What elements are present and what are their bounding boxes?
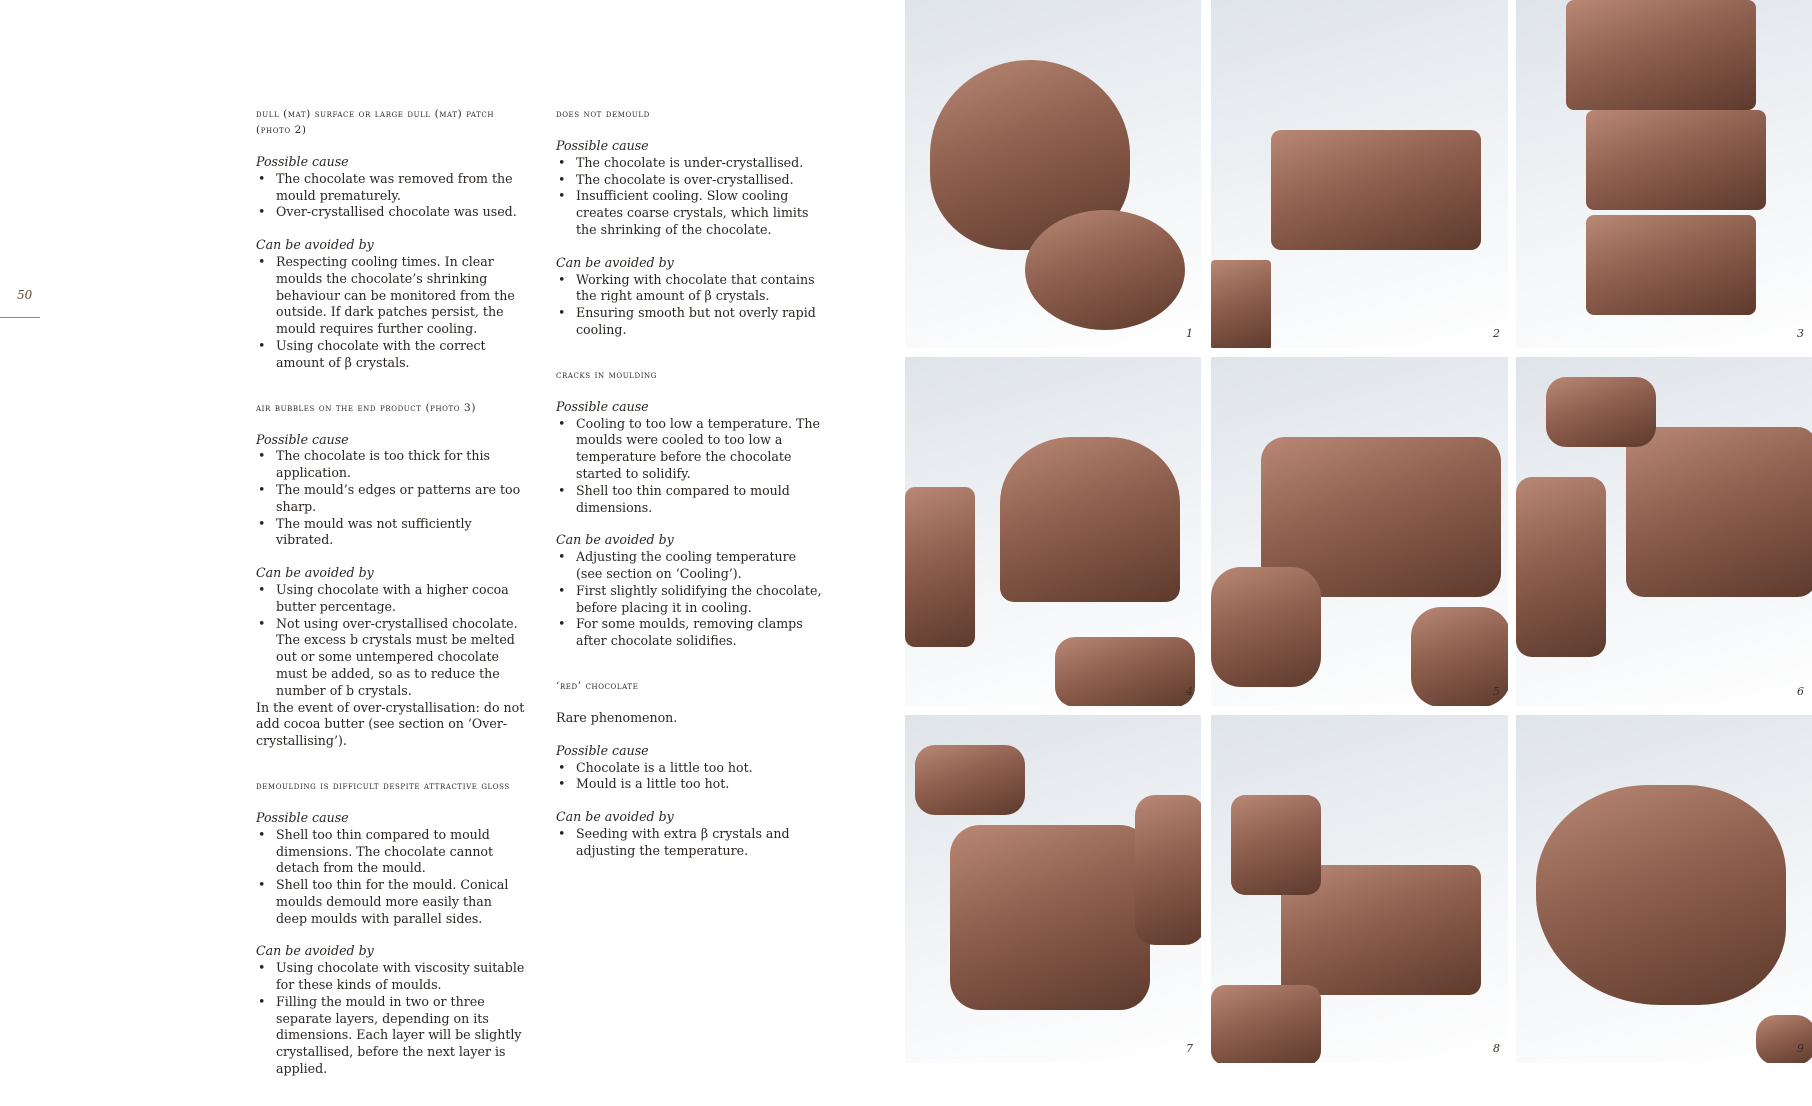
avoid-label: Can be avoided by [256, 565, 374, 581]
troubleshoot-section [556, 106, 826, 339]
cause-list [556, 760, 826, 794]
photo-number: 2 [1493, 327, 1500, 340]
praline-shape [950, 825, 1150, 1010]
section-title: dull (mat) surface or large dull (mat) patch (photo 2) [256, 108, 495, 136]
cause-list [556, 155, 826, 239]
praline-shape [1000, 437, 1180, 602]
possible-cause-label: Possible cause [556, 398, 649, 414]
avoid-list [556, 272, 826, 339]
possible-cause-label: Possible cause [256, 154, 349, 169]
praline-shape [1586, 110, 1766, 210]
cause-item: • The mould was not sufficiently vibrated. [256, 516, 526, 550]
avoid-item: • Not using over-crystallised chocolate. The excess b crystals must be melted out or some untempered chocolate must be added, so as to reduce the number of b crystals. [256, 616, 526, 700]
cause-item: • Over-crystallised chocolate was used. [256, 204, 526, 221]
chocolate-photo [1516, 715, 1812, 1063]
praline-shape [1211, 567, 1321, 687]
praline-shape [1231, 795, 1321, 895]
praline-shape [1756, 1015, 1812, 1063]
praline-shape [1626, 427, 1812, 597]
cause-item: • The chocolate is under-crystallised. [556, 155, 826, 172]
possible-cause-label: Possible cause [256, 431, 349, 447]
avoid-item: • For some moulds, removing clamps after chocolate solidifies. [556, 616, 826, 650]
text-column-left [256, 106, 526, 1106]
folio-rule [0, 317, 40, 318]
cause-list [256, 827, 526, 928]
praline-shape [1516, 477, 1606, 657]
photo-number: 1 [1186, 327, 1193, 340]
praline-shape [1586, 215, 1756, 315]
praline-shape [1536, 785, 1786, 1005]
photo-number: 9 [1797, 1042, 1804, 1055]
cause-item: • Shell too thin for the mould. Conical moulds demould more easily than deep moulds with parallel sides. [256, 877, 526, 927]
text-page [0, 0, 905, 1077]
chocolate-photo [1211, 0, 1508, 348]
avoid-item: • Seeding with extra β crystals and adjusting the temperature. [556, 826, 826, 860]
photo-number: 3 [1797, 327, 1804, 340]
avoid-label: Can be avoided by [556, 254, 674, 270]
troubleshoot-section [256, 106, 526, 372]
cause-item: • Shell too thin compared to mould dimensions. [556, 483, 826, 517]
avoid-list [256, 582, 526, 700]
avoid-list [256, 254, 526, 372]
praline-shape [1135, 795, 1201, 945]
photo-number: 6 [1797, 685, 1804, 698]
avoid-item: • Using chocolate with the correct amount of β crystals. [256, 338, 526, 372]
chocolate-photo [1211, 357, 1508, 706]
photo-number: 5 [1493, 685, 1500, 698]
section-intro: Rare phenomenon. [556, 709, 678, 725]
section-title: cracks in moulding [556, 368, 657, 381]
photo-number: 8 [1493, 1042, 1500, 1055]
avoid-list [256, 960, 526, 1078]
troubleshoot-section [256, 400, 526, 750]
avoid-item: • Adjusting the cooling temperature (see section on ‘Cooling’). [556, 549, 826, 583]
troubleshoot-section [556, 367, 826, 650]
cause-list [256, 448, 526, 549]
praline-shape [1025, 210, 1185, 330]
possible-cause-label: Possible cause [556, 742, 649, 758]
praline-shape [1271, 130, 1481, 250]
chocolate-photo [905, 357, 1201, 706]
photo-number: 7 [1186, 1042, 1193, 1055]
cause-item: • Mould is a little too hot. [556, 776, 826, 793]
troubleshoot-section [256, 778, 526, 1078]
avoid-label: Can be avoided by [256, 943, 374, 959]
praline-shape [905, 487, 975, 647]
avoid-item: • Respecting cooling times. In clear moulds the chocolate’s shrinking behaviour can be monitored from the outside. If dark patches persist, the mould requires further cooling. [256, 254, 526, 338]
section-title: ‘red’ chocolate [556, 679, 639, 692]
section-title: demoulding is difficult despite attractive gloss [256, 779, 510, 792]
cause-list [556, 416, 826, 517]
troubleshoot-section [556, 678, 826, 860]
avoid-list [556, 826, 826, 860]
cause-item: • Insufficient cooling. Slow cooling creates coarse crystals, which limits the shrinking of the chocolate. [556, 188, 826, 238]
cause-item: • The mould’s edges or patterns are too sharp. [256, 482, 526, 516]
avoid-label: Can be avoided by [556, 809, 674, 825]
praline-shape [1211, 260, 1271, 348]
cause-item: • The chocolate is too thick for this application. [256, 448, 526, 482]
photo-number: 4 [1186, 685, 1193, 698]
chocolate-photo [1211, 715, 1508, 1063]
cause-item: • Cooling to too low a temperature. The moulds were cooled to too low a temperature before the chocolate started to solidify. [556, 416, 826, 483]
cause-item: • Chocolate is a little too hot. [556, 760, 826, 777]
section-note: In the event of over-crystallisation: do not add cocoa butter (see section on ‘Over-crystallising’). [256, 699, 525, 749]
praline-shape [1546, 377, 1656, 447]
cause-list [256, 171, 526, 221]
cause-item: • The chocolate was removed from the mould prematurely. [256, 171, 526, 205]
chocolate-photo [1516, 357, 1812, 706]
avoid-item: • Ensuring smooth but not overly rapid cooling. [556, 305, 826, 339]
photo-grid [905, 0, 1812, 1063]
chocolate-photo [1516, 0, 1812, 348]
avoid-item: • Using chocolate with a higher cocoa butter percentage. [256, 582, 526, 616]
praline-shape [1211, 985, 1321, 1063]
avoid-item: • Working with chocolate that contains the right amount of β crystals. [556, 272, 826, 306]
cause-item: • The chocolate is over-crystallised. [556, 172, 826, 189]
cause-item: • Shell too thin compared to mould dimensions. The chocolate cannot detach from the mould. [256, 827, 526, 877]
possible-cause-label: Possible cause [556, 138, 649, 153]
avoid-item: • Filling the mould in two or three separate layers, depending on its dimensions. Each layer will be slightly crystallised, before the next layer is applied. [256, 994, 526, 1078]
avoid-item: • First slightly solidifying the chocolate, before placing it in cooling. [556, 583, 826, 617]
praline-shape [1055, 637, 1195, 706]
chocolate-photo [905, 0, 1201, 348]
section-title: does not demould [556, 108, 650, 120]
praline-shape [1566, 0, 1756, 110]
page-number: 50 [17, 288, 33, 302]
avoid-label: Can be avoided by [256, 237, 374, 253]
avoid-item: • Using chocolate with viscosity suitable for these kinds of moulds. [256, 960, 526, 994]
avoid-label: Can be avoided by [556, 532, 674, 548]
praline-shape [915, 745, 1025, 815]
possible-cause-label: Possible cause [256, 809, 349, 825]
text-column-right [556, 106, 826, 888]
avoid-list [556, 549, 826, 650]
section-title: air bubbles on the end product (photo 3) [256, 401, 477, 414]
chocolate-photo [905, 715, 1201, 1063]
